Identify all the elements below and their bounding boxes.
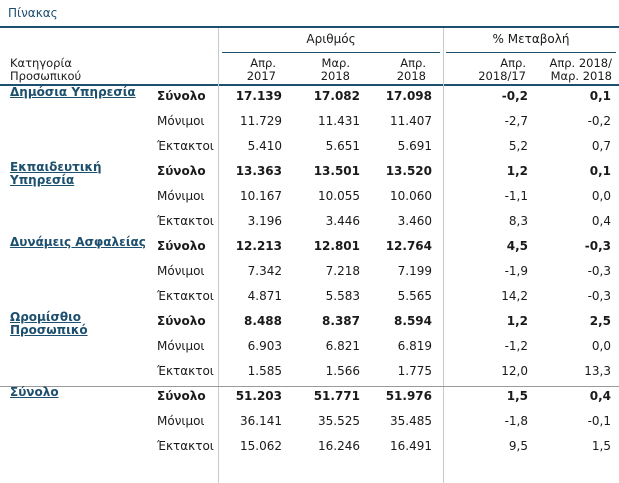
cell-value: 5.565 bbox=[397, 289, 432, 303]
cell-value: 15.062 bbox=[240, 439, 282, 453]
cell-value: 13.520 bbox=[385, 164, 432, 178]
cell-value: 10.060 bbox=[390, 189, 432, 203]
cell-value: 13.363 bbox=[235, 164, 282, 178]
row-label: Έκτακτοι bbox=[157, 214, 214, 228]
cell-value: 3.196 bbox=[247, 214, 282, 228]
cell-value: 11.407 bbox=[390, 114, 432, 128]
cell-value: -2,7 bbox=[504, 114, 528, 128]
table-row bbox=[0, 83, 619, 108]
cell-value: 51.203 bbox=[235, 389, 282, 403]
cell-value: 8.488 bbox=[244, 314, 282, 328]
cell-value: 0,1 bbox=[589, 164, 611, 178]
cell-value: 6.821 bbox=[325, 339, 360, 353]
table-row bbox=[0, 433, 619, 458]
cell-value: 1.775 bbox=[397, 364, 432, 378]
row-label: Έκτακτοι bbox=[157, 139, 214, 153]
table-title: Πίνακας bbox=[8, 6, 58, 20]
cell-value: -0,3 bbox=[587, 289, 611, 303]
cell-value: 7.218 bbox=[325, 264, 360, 278]
table-row bbox=[0, 208, 619, 233]
cell-value: 2,5 bbox=[589, 314, 611, 328]
cell-value: 5.410 bbox=[247, 139, 282, 153]
cell-value: 1.566 bbox=[325, 364, 360, 378]
cell-value: 16.491 bbox=[390, 439, 432, 453]
cell-value: -1,1 bbox=[504, 189, 528, 203]
cell-value: 0,0 bbox=[591, 339, 611, 353]
table-row bbox=[0, 258, 619, 283]
cell-value: 6.903 bbox=[247, 339, 282, 353]
category-label: Ωρομίσθιο Προσωπικό bbox=[10, 310, 88, 337]
column-header-change-mom: Απρ. 2018/ Μαρ. 2018 bbox=[549, 56, 612, 83]
cell-value: 10.167 bbox=[240, 189, 282, 203]
row-label: Μόνιμοι bbox=[157, 189, 205, 203]
cell-value: 1.585 bbox=[247, 364, 282, 378]
row-label: Μόνιμοι bbox=[157, 339, 205, 353]
header-top-rule bbox=[0, 26, 619, 28]
table-row bbox=[0, 333, 619, 358]
cell-value: 8.594 bbox=[394, 314, 432, 328]
cell-value: 0,0 bbox=[591, 189, 611, 203]
row-label: Σύνολο bbox=[157, 89, 206, 103]
cell-value: 5.583 bbox=[325, 289, 360, 303]
column-header-change-yoy: Απρ. 2018/17 bbox=[478, 56, 526, 83]
cell-value: -0,1 bbox=[587, 414, 611, 428]
row-label: Σύνολο bbox=[157, 314, 206, 328]
cell-value: -0,2 bbox=[587, 114, 611, 128]
group-header-change: % Μεταβολή bbox=[492, 32, 570, 46]
column-header-apr-2017: Απρ. 2017 bbox=[246, 56, 276, 83]
cell-value: 5,2 bbox=[508, 139, 528, 153]
row-label: Σύνολο bbox=[157, 239, 206, 253]
cell-value: 17.139 bbox=[235, 89, 282, 103]
cell-value: -1,9 bbox=[504, 264, 528, 278]
cell-value: 12.213 bbox=[235, 239, 282, 253]
cell-value: 11.729 bbox=[240, 114, 282, 128]
cell-value: 0,7 bbox=[591, 139, 611, 153]
cell-value: 51.771 bbox=[313, 389, 360, 403]
cell-value: 16.246 bbox=[318, 439, 360, 453]
table-row bbox=[0, 308, 619, 333]
table-row bbox=[0, 383, 619, 408]
cell-value: 7.342 bbox=[247, 264, 282, 278]
cell-value: 0,1 bbox=[589, 89, 611, 103]
cell-value: 9,5 bbox=[508, 439, 528, 453]
table-row bbox=[0, 233, 619, 258]
row-label: Μόνιμοι bbox=[157, 264, 205, 278]
category-column-header: Κατηγορία Προσωπικού bbox=[10, 56, 82, 83]
cell-value: -0,3 bbox=[584, 239, 611, 253]
table-row bbox=[0, 108, 619, 133]
cell-value: 3.446 bbox=[325, 214, 360, 228]
cell-value: 35.485 bbox=[390, 414, 432, 428]
category-label: Εκπαιδευτική Υπηρεσία bbox=[10, 160, 102, 187]
column-header-apr-2018: Απρ. 2018 bbox=[396, 56, 426, 83]
category-label: Δημόσια Υπηρεσία bbox=[10, 85, 136, 99]
cell-value: 0,4 bbox=[589, 389, 611, 403]
cell-value: 14,2 bbox=[501, 289, 528, 303]
cell-value: 1,2 bbox=[506, 314, 528, 328]
cell-value: -0,2 bbox=[501, 89, 528, 103]
cell-value: 8,3 bbox=[508, 214, 528, 228]
table-row bbox=[0, 358, 619, 383]
cell-value: 51.976 bbox=[385, 389, 432, 403]
cell-value: 4.871 bbox=[247, 289, 282, 303]
row-label: Έκτακτοι bbox=[157, 364, 214, 378]
cell-value: 12.764 bbox=[385, 239, 432, 253]
row-label: Μόνιμοι bbox=[157, 114, 205, 128]
cell-value: 3.460 bbox=[397, 214, 432, 228]
cell-value: 17.098 bbox=[385, 89, 432, 103]
table-row bbox=[0, 183, 619, 208]
table-row bbox=[0, 158, 619, 183]
category-label: Δυνάμεις Ασφαλείας bbox=[10, 235, 146, 249]
category-label: Σύνολο bbox=[10, 385, 59, 399]
cell-value: 6.819 bbox=[397, 339, 432, 353]
cell-value: 8.387 bbox=[322, 314, 360, 328]
cell-value: 1,2 bbox=[506, 164, 528, 178]
cell-value: -1,8 bbox=[504, 414, 528, 428]
column-header-mar-2018: Μαρ. 2018 bbox=[320, 56, 350, 83]
cell-value: 10.055 bbox=[318, 189, 360, 203]
cell-value: 5.691 bbox=[397, 139, 432, 153]
cell-value: 36.141 bbox=[240, 414, 282, 428]
cell-value: 13,3 bbox=[584, 364, 611, 378]
cell-value: 1,5 bbox=[506, 389, 528, 403]
cell-value: 35.525 bbox=[318, 414, 360, 428]
row-label: Σύνολο bbox=[157, 164, 206, 178]
table-row bbox=[0, 133, 619, 158]
row-label: Σύνολο bbox=[157, 389, 206, 403]
cell-value: 17.082 bbox=[313, 89, 360, 103]
cell-value: 12.801 bbox=[313, 239, 360, 253]
cell-value: 12,0 bbox=[501, 364, 528, 378]
group-count-rule bbox=[222, 52, 440, 53]
table-row bbox=[0, 408, 619, 433]
group-change-rule bbox=[446, 52, 616, 53]
row-label: Έκτακτοι bbox=[157, 439, 214, 453]
row-label: Έκτακτοι bbox=[157, 289, 214, 303]
cell-value: 13.501 bbox=[313, 164, 360, 178]
cell-value: 4,5 bbox=[506, 239, 528, 253]
cell-value: -1,2 bbox=[504, 339, 528, 353]
cell-value: 7.199 bbox=[397, 264, 432, 278]
cell-value: 5.651 bbox=[325, 139, 360, 153]
cell-value: 1,5 bbox=[591, 439, 611, 453]
cell-value: -0,3 bbox=[587, 264, 611, 278]
cell-value: 0,4 bbox=[591, 214, 611, 228]
table-row bbox=[0, 283, 619, 308]
cell-value: 11.431 bbox=[318, 114, 360, 128]
row-label: Μόνιμοι bbox=[157, 414, 205, 428]
group-header-count: Αριθμός bbox=[306, 32, 356, 46]
